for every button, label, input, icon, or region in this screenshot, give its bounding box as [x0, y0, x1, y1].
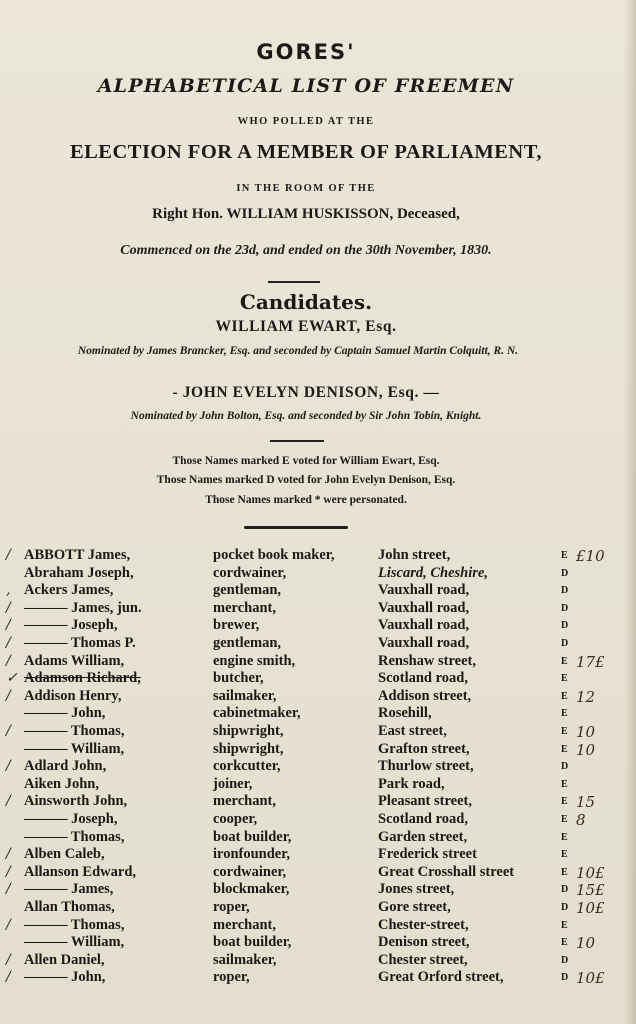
voter-occupation: blockmaker,	[213, 881, 290, 898]
vote-mark: D	[561, 954, 569, 966]
voter-address: Chester-street,	[378, 916, 469, 933]
voter-occupation: merchant,	[213, 916, 276, 933]
voter-row	[0, 776, 636, 794]
voter-name: ——— John,	[24, 969, 106, 986]
voter-name: ——— Joseph,	[24, 811, 118, 827]
voter-occupation: merchant,	[213, 599, 276, 616]
handwritten-annotation: 10	[576, 934, 596, 953]
handwritten-tick-mark: /	[6, 793, 11, 810]
vote-mark: D	[561, 602, 569, 614]
voter-name: ——— Joseph,	[24, 617, 118, 634]
divider-rule	[268, 281, 320, 283]
voter-name: ABBOTT James,	[24, 547, 131, 563]
voter-occupation: cordwainer,	[213, 863, 287, 880]
handwritten-tick-mark: /	[6, 635, 11, 651]
voter-row	[0, 864, 636, 882]
voter-address: Scotland road,	[378, 670, 468, 687]
voter-occupation: butcher,	[213, 670, 264, 687]
handwritten-tick-mark: /	[6, 758, 11, 775]
voter-name: Allanson Edward,	[24, 863, 137, 880]
vote-mark: D	[561, 902, 569, 913]
handwritten-annotation: 15	[576, 793, 596, 812]
voter-occupation: cordwainer,	[213, 564, 287, 581]
vote-mark: E	[561, 550, 568, 561]
handwritten-tick-mark: ,	[6, 582, 11, 599]
candidate-ewart: WILLIAM EWART, Esq.	[215, 318, 397, 335]
vote-mark: E	[561, 831, 568, 843]
voter-occupation: engine smith,	[213, 652, 296, 669]
vote-mark: E	[561, 690, 568, 702]
header-line-room: IN THE ROOM OF THE	[236, 183, 376, 194]
vote-mark: D	[561, 585, 569, 597]
voter-row	[0, 934, 636, 952]
vote-mark: D	[561, 620, 569, 632]
vote-mark: D	[561, 567, 569, 579]
handwritten-annotation: 10£	[576, 863, 605, 882]
divider-rule	[270, 440, 324, 442]
voter-name: Ainsworth John,	[24, 793, 128, 810]
voter-name: ——— John,	[24, 705, 106, 722]
voter-address: Scotland road,	[378, 811, 468, 827]
voter-row	[0, 758, 636, 776]
voter-address: Grafton street,	[378, 740, 470, 757]
nomination-denison: Nominated by John Bolton, Esq. and seconded by Sir John Tobin, Knight.	[130, 410, 482, 422]
voter-occupation: roper,	[213, 899, 250, 915]
voter-address: Rosehill,	[378, 705, 432, 722]
voter-name: ——— William,	[24, 934, 125, 951]
vote-mark: D	[561, 972, 569, 984]
voter-row	[0, 653, 636, 671]
handwritten-tick-mark: /	[6, 547, 11, 563]
voter-occupation: gentleman,	[213, 582, 282, 599]
handwritten-annotation: £10	[576, 547, 605, 565]
voter-name: ——— James, jun.	[24, 599, 142, 616]
voter-address: Frederick street	[378, 846, 477, 863]
divider-rule	[244, 526, 348, 529]
handwritten-annotation: 10£	[576, 899, 605, 917]
vote-mark: E	[561, 743, 568, 755]
voter-name: ——— Thomas,	[24, 916, 125, 933]
voter-name: Abraham Joseph,	[24, 564, 134, 581]
header-line-who-polled: WHO POLLED AT THE	[237, 116, 375, 127]
vote-mark: E	[561, 708, 568, 720]
vote-mark: E	[561, 849, 568, 861]
election-heading: ELECTION FOR A MEMBER OF PARLIAMENT,	[69, 141, 543, 163]
voter-address: Vauxhall road,	[378, 582, 470, 599]
vote-mark: D	[561, 761, 569, 773]
handwritten-tick-mark: /	[6, 846, 11, 863]
nomination-ewart: Nominated by James Brancker, Esq. and seconded by Captain Samuel Martin Colquitt, R. N.	[77, 345, 519, 357]
dates-line: Commenced on the 23d, and ended on the 30th November, 1830.	[120, 243, 492, 258]
voter-occupation: brewer,	[213, 617, 260, 634]
voter-name: Allan Thomas,	[24, 899, 115, 915]
voter-address: Vauxhall road,	[378, 635, 470, 651]
voter-row	[0, 565, 636, 583]
voter-occupation: merchant,	[213, 793, 276, 810]
voter-address: East street,	[378, 723, 447, 739]
voter-name: Allen Daniel,	[24, 951, 105, 968]
voter-row	[0, 917, 636, 935]
vote-mark: E	[561, 673, 568, 685]
voter-name: Adams William,	[24, 652, 125, 669]
note-ewart-mark: Those Names marked E voted for William Ewart, Esq.	[172, 455, 440, 467]
vote-mark: E	[561, 937, 568, 949]
voter-name: Addison Henry,	[24, 687, 122, 704]
voter-occupation: cabinetmaker,	[213, 705, 301, 722]
voter-row	[0, 705, 636, 723]
voter-address: Gore street,	[378, 899, 451, 915]
voter-name: Ackers James,	[24, 582, 114, 599]
handwritten-tick-mark: ✓	[6, 670, 18, 687]
vote-mark: E	[561, 796, 568, 808]
voter-name: ——— Thomas,	[24, 828, 125, 845]
vote-mark: E	[561, 778, 568, 790]
vote-mark: D	[561, 638, 569, 649]
voter-address: Jones street,	[378, 881, 455, 898]
handwritten-annotation: 17£	[576, 652, 605, 671]
candidates-heading: Candidates.	[239, 290, 373, 314]
voter-address: Great Orford street,	[378, 969, 504, 986]
voter-row	[0, 846, 636, 864]
deceased-line: Right Hon. WILLIAM HUSKISSON, Deceased,	[152, 206, 460, 222]
voter-row	[0, 617, 636, 635]
voter-occupation: ironfounder,	[213, 846, 290, 863]
handwritten-tick-mark: /	[6, 652, 11, 669]
voter-name: ——— William,	[24, 740, 125, 757]
voter-name: Alben Caleb,	[24, 846, 105, 863]
voter-address: Renshaw street,	[378, 652, 476, 669]
voter-address: Vauxhall road,	[378, 617, 470, 634]
voter-occupation: sailmaker,	[213, 687, 277, 704]
voter-name: Adamson Richard,	[24, 670, 141, 687]
document-title: GORES'	[256, 40, 356, 64]
handwritten-tick-mark: /	[6, 863, 11, 880]
document-subtitle: ALPHABETICAL LIST OF FREEMEN	[97, 75, 515, 97]
vote-mark: E	[561, 655, 568, 667]
voter-address: Liscard, Cheshire,	[378, 564, 488, 581]
voter-address: Chester street,	[378, 951, 468, 968]
voter-row	[0, 793, 636, 811]
handwritten-annotation: 10£	[576, 969, 605, 988]
handwritten-tick-mark: /	[6, 916, 11, 933]
voter-address: Addison street,	[378, 687, 472, 704]
voter-row	[0, 811, 636, 829]
voter-row	[0, 582, 636, 600]
voter-occupation: shipwright,	[213, 723, 284, 739]
voter-row	[0, 952, 636, 970]
voter-occupation: pocket book maker,	[213, 547, 335, 563]
voter-occupation: boat builder,	[213, 934, 292, 951]
voter-name: Aiken John,	[24, 775, 99, 792]
note-personated-mark: Those Names marked * were personated.	[205, 494, 407, 506]
voter-row	[0, 829, 636, 847]
voter-row	[0, 635, 636, 653]
voter-row	[0, 723, 636, 741]
vote-mark: E	[561, 726, 568, 737]
vote-mark: E	[561, 919, 568, 931]
voter-address: Great Crosshall street	[378, 863, 515, 880]
voter-row	[0, 688, 636, 706]
voter-address: Garden street,	[378, 828, 468, 845]
handwritten-annotation: 12	[576, 687, 596, 706]
handwritten-annotation: 8	[576, 811, 586, 829]
handwritten-tick-mark: /	[6, 969, 11, 986]
voter-address: Pleasant street,	[378, 793, 472, 810]
voter-row	[0, 969, 636, 987]
vote-mark: D	[561, 884, 569, 896]
handwritten-tick-mark: /	[6, 617, 11, 634]
note-denison-mark: Those Names marked D voted for John Evelyn Denison, Esq.	[156, 474, 456, 486]
handwritten-annotation: 10	[576, 723, 596, 741]
voter-address: Vauxhall road,	[378, 599, 470, 616]
voter-occupation: shipwright,	[213, 740, 284, 757]
voter-address: John street,	[378, 547, 451, 563]
vote-mark: E	[561, 866, 568, 878]
handwritten-tick-mark: /	[6, 599, 11, 616]
handwritten-annotation: 10	[576, 740, 596, 759]
handwritten-tick-mark: /	[6, 687, 11, 704]
voter-address: Denison street,	[378, 934, 470, 951]
handwritten-tick-mark: /	[6, 723, 11, 739]
candidate-denison: - JOHN EVELYN DENISON, Esq. —	[172, 384, 440, 401]
voter-row	[0, 899, 636, 917]
vote-mark: E	[561, 814, 568, 825]
voter-row	[0, 741, 636, 759]
voter-name: ——— Thomas,	[24, 723, 125, 739]
voter-occupation: joiner,	[213, 775, 253, 792]
voter-occupation: boat builder,	[213, 828, 292, 845]
voter-occupation: corkcutter,	[213, 758, 281, 775]
voter-occupation: gentleman,	[213, 635, 282, 651]
handwritten-tick-mark: /	[6, 951, 11, 968]
voter-occupation: cooper,	[213, 811, 258, 827]
voter-occupation: roper,	[213, 969, 250, 986]
voter-row	[0, 881, 636, 899]
voter-row	[0, 547, 636, 565]
voter-address: Thurlow street,	[378, 758, 474, 775]
voter-name: ——— James,	[24, 881, 114, 898]
voter-row	[0, 670, 636, 688]
voter-name: Adlard John,	[24, 758, 107, 775]
voter-address: Park road,	[378, 775, 445, 792]
handwritten-annotation: 15£	[576, 881, 605, 900]
handwritten-tick-mark: /	[6, 881, 11, 898]
voter-name: ——— Thomas P.	[24, 635, 136, 651]
voter-row	[0, 600, 636, 618]
voter-occupation: sailmaker,	[213, 951, 277, 968]
